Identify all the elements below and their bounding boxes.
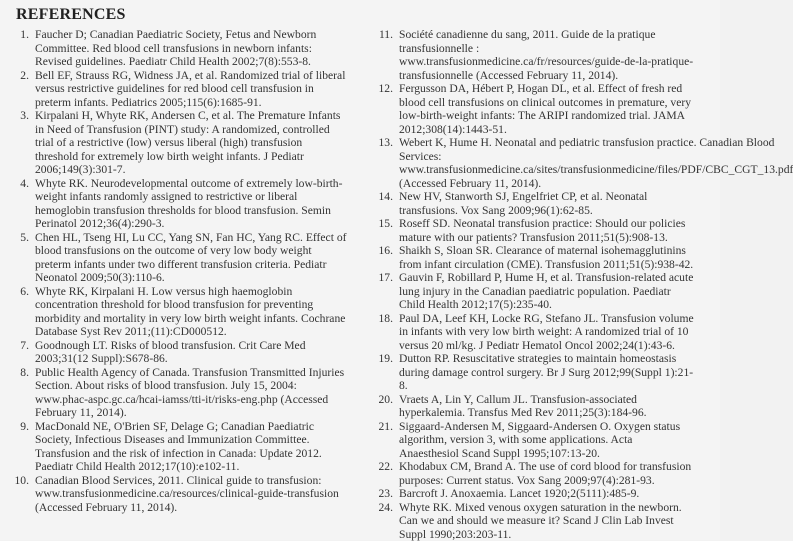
reference-number: 23.: [374, 487, 399, 501]
reference-text: Faucher D; Canadian Paediatric Society, Fetus and Newborn Committee. Red blood cell transfusions in newborn infants: Revised guidelines. Paediatr Child Health 2002;7(8):553-8.: [35, 28, 348, 69]
reference-number: 10.: [10, 474, 35, 515]
reference-text: Bell EF, Strauss RG, Widness JA, et al. Randomized trial of liberal versus restrictive guidelines for red blood cell transfusion in preterm infants. Pediatrics 2005;115(6):1685-91.: [35, 69, 348, 110]
reference-number: 14.: [374, 190, 399, 217]
reference-item: [374, 217, 694, 244]
reference-item: [10, 420, 348, 474]
reference-item: [374, 420, 694, 461]
reference-text: Société canadienne du sang, 2011. Guide de la pratique transfusionnelle : www.transfusionmedicine.ca/fr/resources/guide-de-la-pratique-transfusionnelle (Accessed February 11, 2014).: [399, 28, 694, 82]
references-column-left: [10, 28, 348, 514]
reference-number: 15.: [374, 217, 399, 244]
reference-item: [10, 285, 348, 339]
reference-item: [374, 244, 694, 271]
reference-number: 7.: [10, 339, 35, 366]
reference-item: [374, 460, 694, 487]
reference-item: [10, 366, 348, 420]
reference-number: 19.: [374, 352, 399, 393]
reference-text: Webert K, Hume H. Neonatal and pediatric transfusion practice. Canadian Blood Services: www.transfusionmedicine.ca/sites/transfusionmedicine/files/PDF/CBC_CGT_13.pdf (Accessed February 11, 2014).: [399, 136, 793, 190]
reference-item: [374, 28, 694, 82]
reference-text: Paul DA, Leef KH, Locke RG, Stefano JL. Transfusion volume in infants with very low birth weight: A randomized trial of 10 versus 20 ml/kg. J Pediatr Hematol Oncol 2002;24(1):43-6.: [399, 312, 694, 353]
reference-item: [10, 339, 348, 366]
reference-text: New HV, Stanworth SJ, Engelfriet CP, et al. Neonatal transfusions. Vox Sang 2009;96(1):62-85.: [399, 190, 694, 217]
reference-item: [10, 69, 348, 110]
reference-text: MacDonald NE, O'Brien SF, Delage G; Canadian Paediatric Society, Infectious Diseases and Immunization Committee. Transfusion and the risk of infection in Canada: Update 2012. Paediatr Child Health 2012;17(10):e102-11.: [35, 420, 348, 474]
reference-number: 17.: [374, 271, 399, 312]
reference-text: Barcroft J. Anoxaemia. Lancet 1920;2(5111):485-9.: [399, 487, 694, 501]
reference-text: Dutton RP. Resuscitative strategies to maintain homeostasis during damage control surgery. Br J Surg 2012;99(Suppl 1):21-8.: [399, 352, 694, 393]
reference-number: 20.: [374, 393, 399, 420]
reference-item: [374, 352, 694, 393]
reference-text: Siggaard-Andersen M, Siggaard-Andersen O. Oxygen status algorithm, version 3, with some applications. Acta Anaesthesiol Scand Suppl 1995;107:13-20.: [399, 420, 694, 461]
reference-text: Whyte RK. Neurodevelopmental outcome of extremely low-birth-weight infants randomly assigned to restrictive or liberal hemoglobin transfusion thresholds for blood transfusion. Semin Perinatol 2012;36(4):290-3.: [35, 177, 348, 231]
reference-text: Chen HL, Tseng HI, Lu CC, Yang SN, Fan HC, Yang RC. Effect of blood transfusions on the outcome of very low body weight preterm infants under two different transfusion criteria. Pediatr Neonatol 2009;50(3):110-6.: [35, 231, 348, 285]
reference-item: [10, 474, 348, 515]
reference-number: 21.: [374, 420, 399, 461]
reference-number: 3.: [10, 109, 35, 177]
reference-number: 2.: [10, 69, 35, 110]
reference-number: 16.: [374, 244, 399, 271]
reference-item: [10, 28, 348, 69]
reference-number: 12.: [374, 82, 399, 136]
reference-item: [374, 271, 694, 312]
reference-item: [374, 82, 694, 136]
reference-number: 9.: [10, 420, 35, 474]
reference-text: Khodabux CM, Brand A. The use of cord blood for transfusion purposes: Current status. Vox Sang 2009;97(4):281-93.: [399, 460, 694, 487]
reference-number: 6.: [10, 285, 35, 339]
reference-item: [374, 393, 694, 420]
reference-item: [374, 487, 694, 501]
reference-number: 8.: [10, 366, 35, 420]
reference-text: Gauvin F, Robillard P, Hume H, et al. Transfusion-related acute lung injury in the Canadian paediatric population. Paediatr Child Health 2012;17(5):235-40.: [399, 271, 694, 312]
reference-item: [374, 190, 694, 217]
reference-item: [10, 109, 348, 177]
reference-text: Vraets A, Lin Y, Callum JL. Transfusion-associated hyperkalemia. Transfus Med Rev 2011;25(3):184-96.: [399, 393, 694, 420]
reference-number: 5.: [10, 231, 35, 285]
reference-number: 13.: [374, 136, 399, 190]
reference-text: Public Health Agency of Canada. Transfusion Transmitted Injuries Section. About risks of blood transfusion. July 15, 2004: www.phac-aspc.gc.ca/hcai-iamss/tti-it/risks-eng.php (Accessed February 11, 2014).: [35, 366, 348, 420]
page-title: REFERENCES: [16, 6, 126, 24]
reference-number: 4.: [10, 177, 35, 231]
reference-number: 24.: [374, 501, 399, 541]
reference-number: 18.: [374, 312, 399, 353]
reference-text: Fergusson DA, Hébert P, Hogan DL, et al. Effect of fresh red blood cell transfusions on clinical outcomes in premature, very low-birth-weight infants: The ARIPI randomized trial. JAMA 2012;308(14):1443-51.: [399, 82, 694, 136]
reference-item: [10, 177, 348, 231]
reference-item: [374, 501, 694, 541]
reference-text: Whyte RK. Mixed venous oxygen saturation in the newborn. Can we and should we measure it? Scand J Clin Lab Invest Suppl 1990;203:203-11.: [399, 501, 694, 541]
reference-number: 11.: [374, 28, 399, 82]
reference-item: [374, 136, 694, 190]
references-column-right: [374, 28, 694, 541]
reference-number: 1.: [10, 28, 35, 69]
reference-number: 22.: [374, 460, 399, 487]
reference-text: Shaikh S, Sloan SR. Clearance of maternal isohemagglutinins from infant circulation (CME). Transfusion 2011;51(5):938-42.: [399, 244, 694, 271]
reference-text: Canadian Blood Services, 2011. Clinical guide to transfusion: www.transfusionmedicine.ca/resources/clinical-guide-transfusion (Accessed February 11, 2014).: [35, 474, 348, 515]
reference-item: [10, 231, 348, 285]
reference-item: [374, 312, 694, 353]
reference-text: Whyte RK, Kirpalani H. Low versus high haemoglobin concentration threshold for blood transfusion for preventing morbidity and mortality in very low birth weight infants. Cochrane Database Syst Rev 2011;(11):CD000512.: [35, 285, 348, 339]
reference-text: Goodnough LT. Risks of blood transfusion. Crit Care Med 2003;31(12 Suppl):S678-86.: [35, 339, 348, 366]
reference-text: Roseff SD. Neonatal transfusion practice: Should our policies mature with our patients? Transfusion 2011;51(5):908-13.: [399, 217, 694, 244]
reference-text: Kirpalani H, Whyte RK, Andersen C, et al. The Premature Infants in Need of Transfusion (PINT) study: A randomized, controlled trial of a restrictive (low) versus liberal (high) transfusion threshold for extremely low birth weight infants. J Pediatr 2006;149(3):301-7.: [35, 109, 348, 177]
